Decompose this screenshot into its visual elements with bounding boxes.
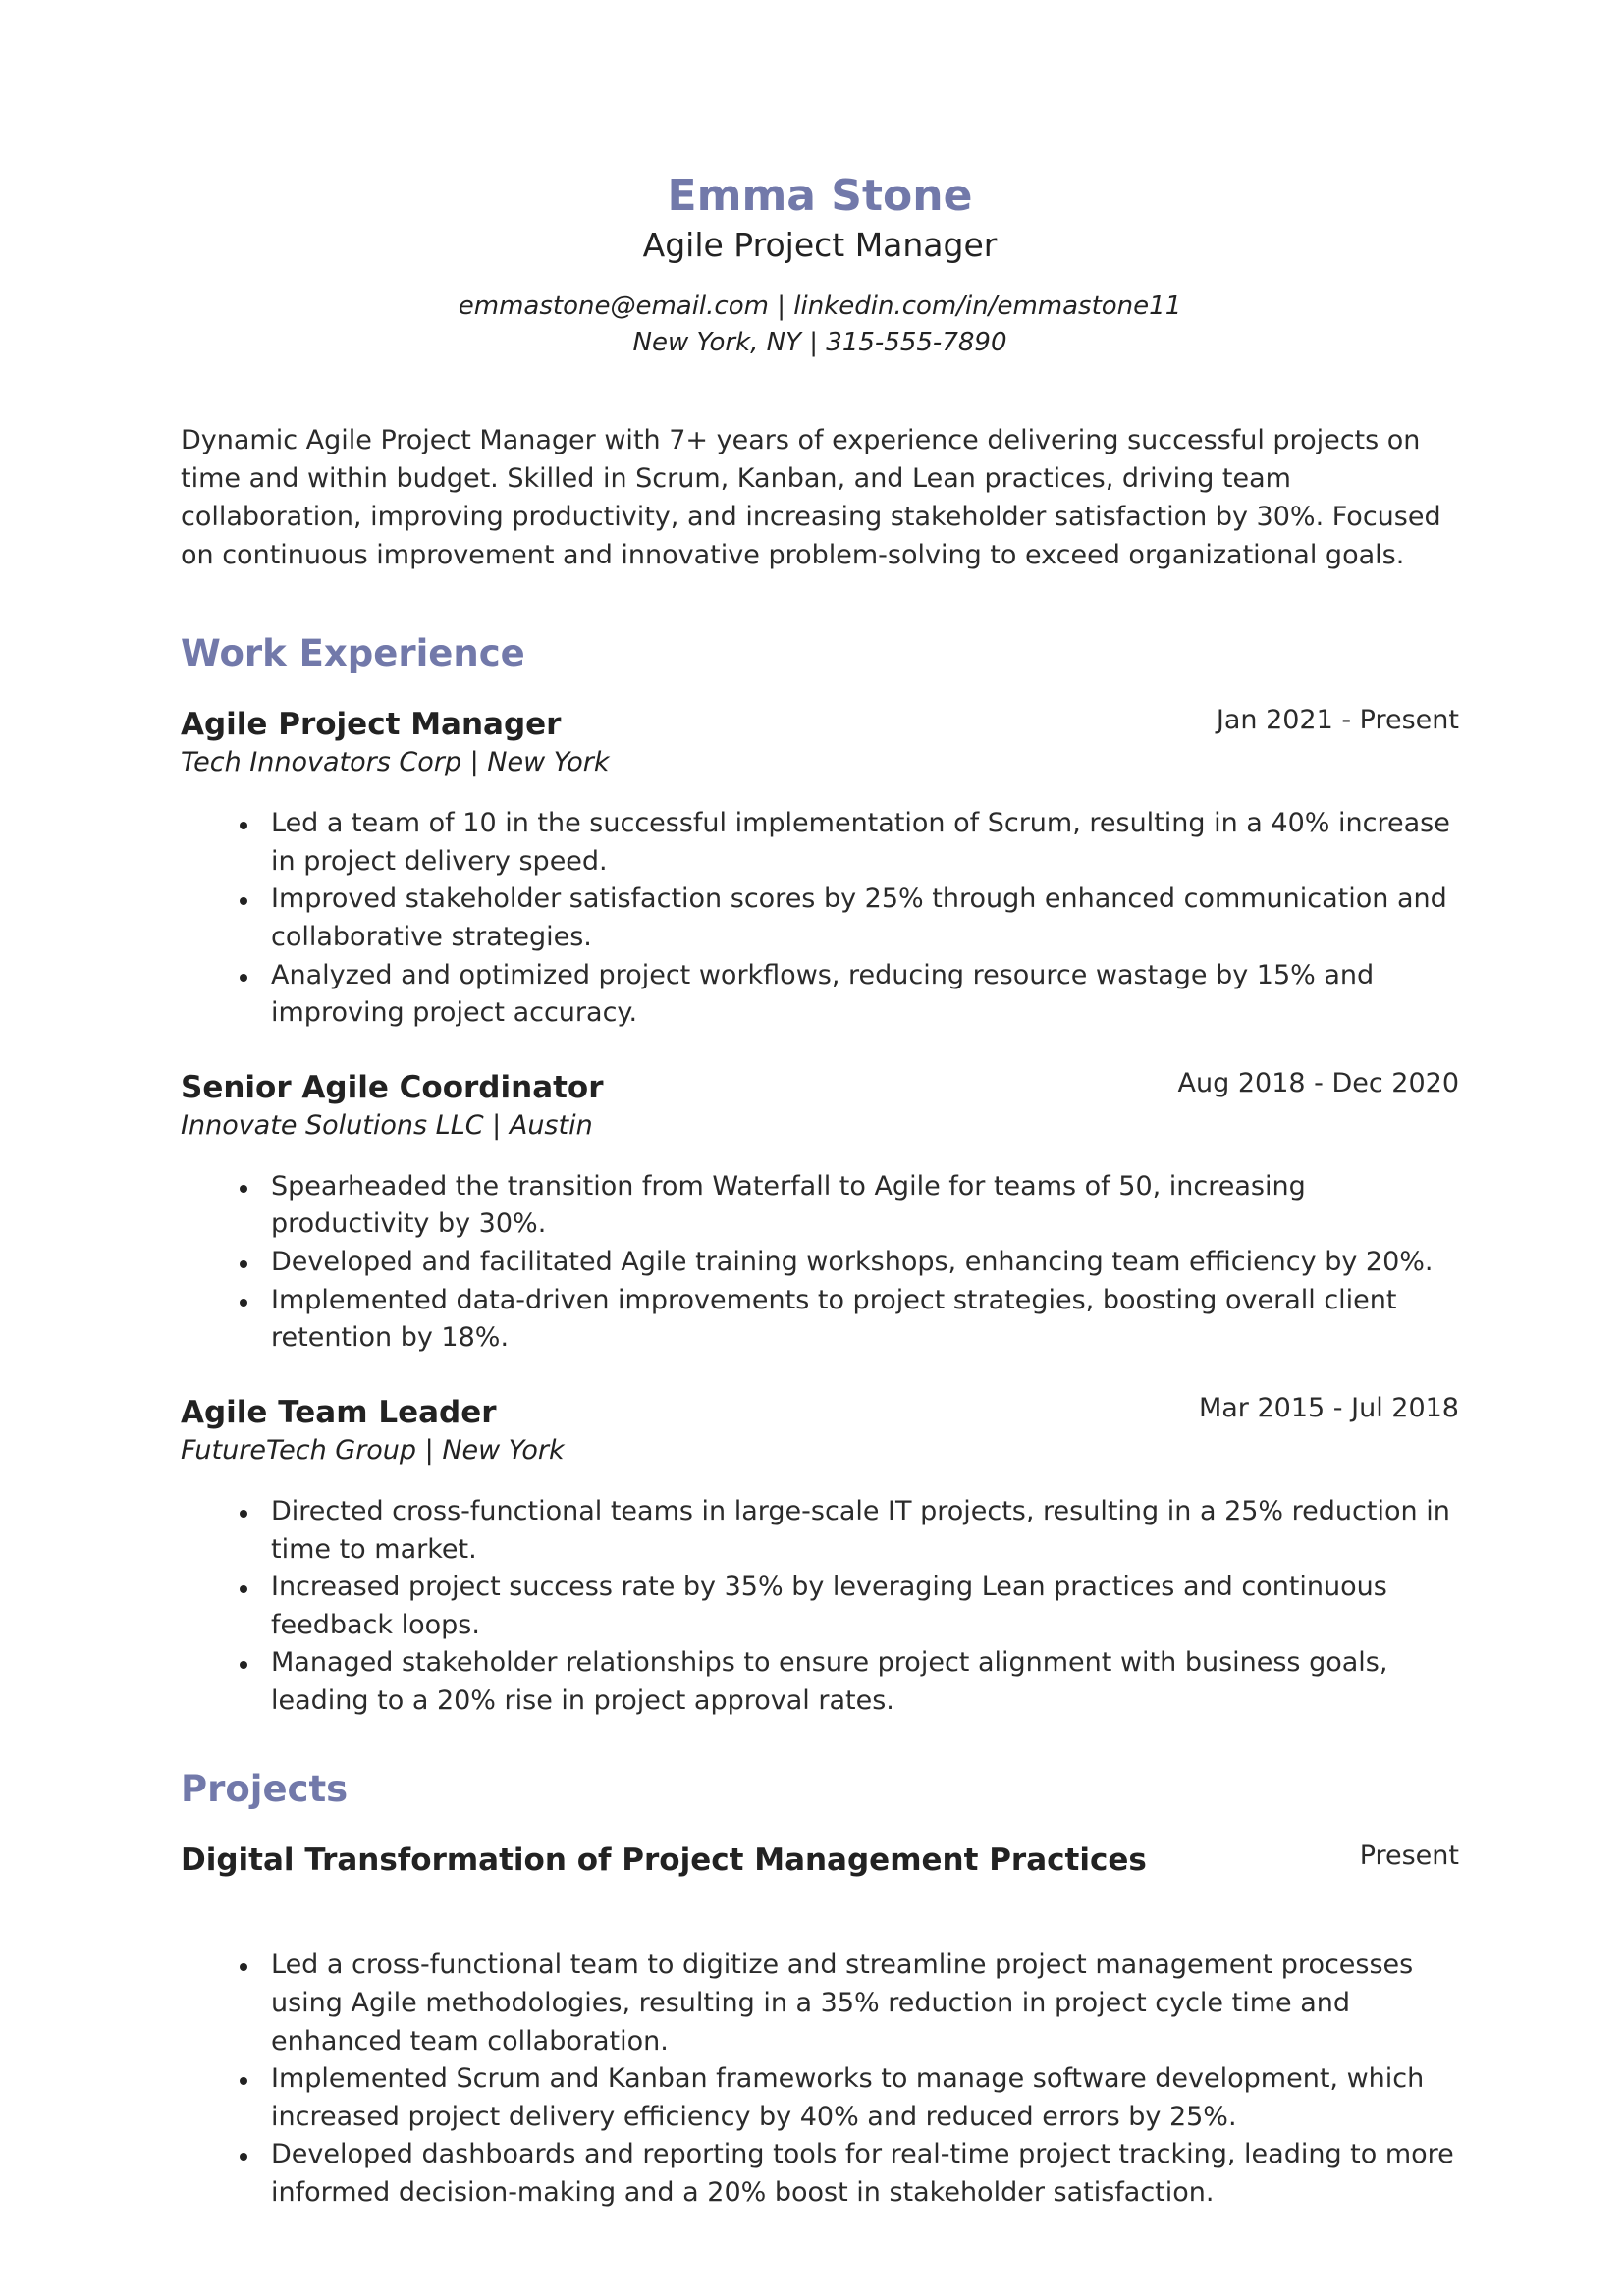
bullet-item: Led a team of 10 in the successful implementation of Scrum, resulting in a 40% increase in project delivery speed. [271,805,1459,881]
contact-email-linkedin: emmastone@email.com | linkedin.com/in/emmastone11 [458,291,1182,321]
job-role: Senior Agile Coordinator [181,1069,604,1105]
bullet-item: Analyzed and optimized project workflows, reducing resource wastage by 15% and improving project accuracy. [271,957,1459,1033]
section-title-work-experience: Work Experience [181,631,525,674]
job-organization: Innovate Solutions LLC | Austin [181,1110,593,1142]
bullet-item: Managed stakeholder relationships to ensure project alignment with business goals, leading to a 20% rise in project approval rates. [271,1644,1459,1720]
resume-header [181,0,1459,362]
bullet-item: Led a cross-functional team to digitize and streamline project management processes using Agile methodologies, resulting in a 35% reduction in project cycle time and enhanced team collaboration. [271,1947,1459,2060]
job-organization: Tech Innovators Corp | New York [181,747,610,778]
job-bullets [181,805,1459,1033]
bullet-item: Improved stakeholder satisfaction scores by 25% through enhanced communication and collaborative strategies. [271,881,1459,956]
project-name: Digital Transformation of Project Management Practices [181,1842,1147,1879]
bullet-item: Developed dashboards and reporting tools for real-time project tracking, leading to more informed decision-making and a 20% boost in stakeholder satisfaction. [271,2136,1459,2212]
job-role: Agile Project Manager [181,707,562,743]
bullet-item: Implemented Scrum and Kanban frameworks to manage software development, which increased project delivery efficiency by 40% and reduced errors by 25%. [271,2060,1459,2136]
bullet-item: Directed cross-functional teams in large-scale IT projects, resulting in a 25% reduction in time to market. [271,1493,1459,1569]
project-entry [181,1841,1459,2213]
job-role: Agile Team Leader [181,1394,497,1430]
project-dates: Present [1359,1841,1459,1872]
bullet-item: Increased project success rate by 35% by leveraging Lean practices and continuous feedback loops. [271,1569,1459,1644]
project-bullets [181,1947,1459,2212]
contact-location-phone: New York, NY | 315-555-7890 [632,328,1007,358]
bullet-item: Developed and facilitated Agile training workshops, enhancing team efficiency by 20%. [271,1244,1459,1282]
job-entry [181,1393,1459,1721]
professional-summary: Dynamic Agile Project Manager with 7+ years of experience delivering successful projects on time and within budget. Skilled in Scrum, Kanban, and Lean practices, driving team collaboration, improving productivity, and increasing stakeholder satisfaction by 30%. Focused on continuous improvement and innovative problem-solving to exceed organizational goals. [181,425,1441,571]
job-dates: Mar 2015 - Jul 2018 [1198,1392,1459,1423]
bullet-item: Spearheaded the transition from Waterfall to Agile for teams of 50, increasing productivity by 30%. [271,1168,1459,1244]
job-bullets [181,1493,1459,1721]
job-entry [181,1068,1459,1358]
resume-page [181,0,1459,2296]
job-bullets [181,1168,1459,1358]
job-organization: FutureTech Group | New York [181,1435,565,1467]
bullet-item: Implemented data-driven improvements to project strategies, boosting overall client retention by 18%. [271,1282,1459,1358]
section-title-projects: Projects [181,1767,349,1810]
job-dates: Jan 2021 - Present [1216,705,1459,736]
job-dates: Aug 2018 - Dec 2020 [1177,1067,1459,1098]
candidate-title: Agile Project Manager [642,225,998,264]
candidate-name: Emma Stone [667,171,973,221]
job-entry [181,705,1459,1033]
